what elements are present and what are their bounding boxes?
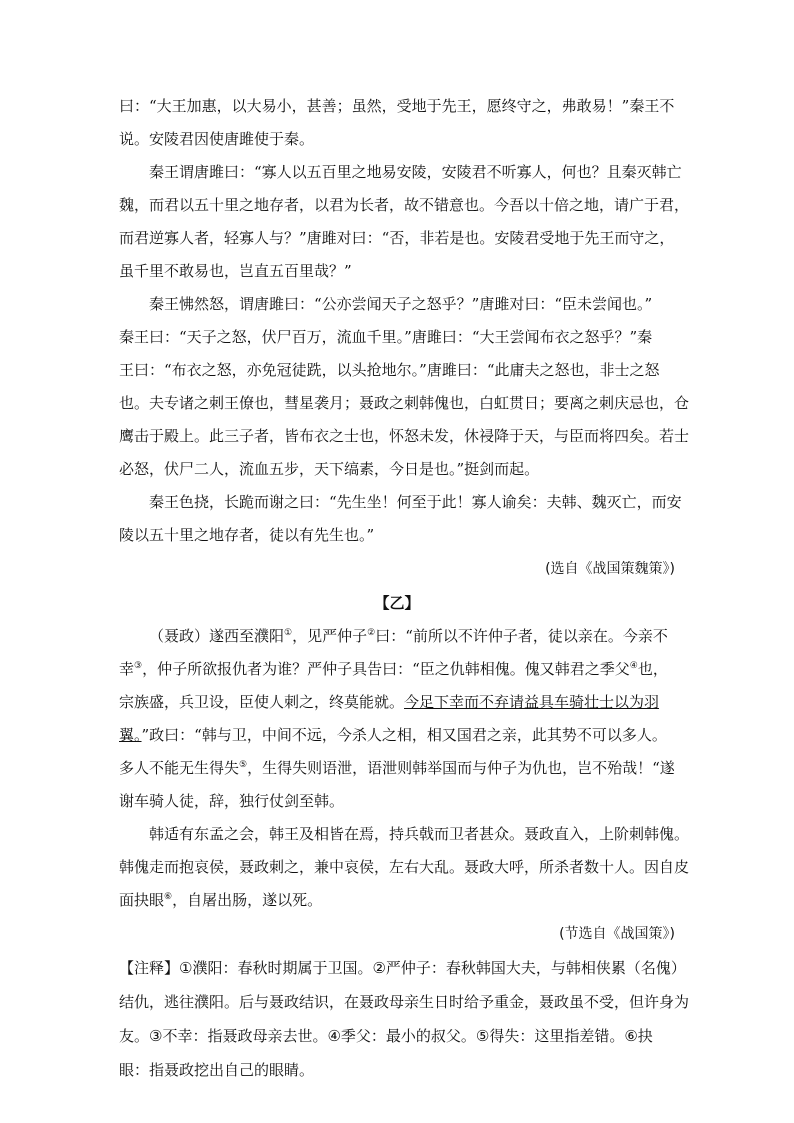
text-line: 魏，而君以五十里之地存者，以君为长者，故不错意也。今吾以十倍之地，请广于君， (119, 196, 690, 214)
text-run: 多人不能无生得失 (119, 759, 240, 777)
text-line: 而君逆寡人者，轻寡人与？”唐雎对曰：“否，非若是也。安陵君受地于先王而守之， (119, 229, 675, 247)
text-line: 也。夫专诸之刺王僚也，彗星袭月；聂政之刺韩傀也，白虹贯日；要离之刺庆忌也，仓 (119, 394, 690, 412)
underlined-sentence: 翼。 (119, 726, 142, 744)
text-run: ，仲子所欲报仇者为谁？严仲子具告曰：“臣之仇韩相傀。傀又韩君之季父 (142, 660, 630, 678)
footnote-marker: ⑤ (239, 760, 248, 770)
text-line (119, 653, 675, 686)
annotation-line: 眼：指聂政挖出自己的眼睛。 (119, 1061, 315, 1079)
passage-yi (119, 620, 690, 951)
text-run: 也， (637, 660, 668, 678)
text-line: 韩傀走而抱哀侯，聂政刺之，兼中哀侯，左右大乱。聂政大呼，所杀者数十人。因自皮 (119, 858, 690, 876)
text-run: ，生得失则语泄，语泄则韩举国而与仲子为仇也，岂不殆哉！“遂 (247, 759, 675, 777)
text-run: 曰：“前所以不许仲子者，徒以亲在。今亲不 (375, 627, 668, 645)
underlined-sentence: 今足下幸而不弃请益具车骑壮士以为羽 (404, 693, 660, 711)
text-line: 必怒，伏尸二人，流血五步，天下缟素，今日是也。”挺剑而起。 (119, 460, 540, 478)
passage-jia (119, 90, 690, 586)
text-line: 秦王谓唐雎曰：“寡人以五百里之地易安陵，安陵君不听寡人，何也？且秦灭韩亡 (149, 163, 682, 181)
document-content (119, 90, 690, 1087)
text-line: 曰：“大王加惠，以大易小，甚善；虽然，受地于先王，愿终守之，弗敢易！”秦王不 (119, 97, 675, 115)
footnote-marker: ⑥ (164, 892, 173, 902)
text-run: ，自屠出肠，遂以死。 (172, 891, 323, 909)
section-heading: 【乙】 (374, 594, 420, 612)
text-line: 说。安陵君因使唐雎使于秦。 (119, 130, 315, 148)
footnote-marker: ② (367, 628, 376, 638)
source-citation: (节选自《战国策》) (559, 926, 675, 942)
text-line: 王曰：“布衣之怒，亦免冠徒跣，以头抢地尔。”唐雎曰：“此庸夫之怒也，非士之怒 (119, 361, 660, 379)
text-run: 幸 (119, 660, 135, 678)
text-line: 韩适有东孟之会，韩王及相皆在焉，持兵戟而卫者甚众。聂政直入，上阶刺韩傀。 (149, 825, 690, 843)
footnote-marker: ① (284, 628, 293, 638)
text-run: （聂政）遂西至濮阳 (149, 627, 285, 645)
text-run: 面抉眼 (119, 891, 165, 909)
text-line (119, 719, 675, 752)
text-line: 秦王色挠，长跪而谢之曰：“先生坐！何至于此！寡人谕矣：夫韩、魏灭亡，而安 (149, 493, 682, 511)
text-line: 谢车骑人徒，辞，独行仗剑至韩。 (119, 792, 345, 810)
text-run: ，见严仲子 (292, 627, 368, 645)
footnote-marker: ④ (629, 661, 638, 671)
footnote-marker: ③ (134, 661, 143, 671)
text-run: ”政曰：“韩与卫，中间不远，今杀人之相，相又国君之亲，此其势不可以多人。 (141, 726, 667, 744)
source-citation: (选自《战国策魏策》) (545, 561, 675, 577)
text-line (119, 884, 675, 917)
text-line: 秦王怫然怒，谓唐雎曰：“公亦尝闻天子之怒乎？”唐雎对曰：“臣未尝闻也。” (149, 295, 653, 313)
text-line: 虽千里不敢易也，岂直五百里哉？” (119, 262, 352, 280)
text-line: 秦王曰：“天子之怒，伏尸百万，流血千里。”唐雎曰：“大王尝闻布衣之怒乎？”秦 (119, 328, 653, 346)
text-run: 宗族盛，兵卫设，臣使人刺之，终莫能就。 (119, 693, 405, 711)
text-line (119, 752, 675, 785)
text-line: 陵以五十里之地存者，徒以有先生也。” (119, 526, 375, 544)
annotations (119, 951, 690, 1087)
text-line (119, 686, 675, 719)
text-line (119, 620, 675, 653)
annotation-line: 【注释】①濮阳：春秋时期属于卫国。②严仲子：春秋韩国大夫，与韩相侠累（名傀） (119, 959, 686, 977)
annotation-line: 结仇，逃往濮阳。后与聂政结识，在聂政母亲生日时给予重金，聂政虽不受，但许身为 (119, 993, 690, 1011)
text-line: 鹰击于殿上。此三子者，皆布衣之士也，怀怒未发，休祲降于天，与臣而将四矣。若士 (119, 427, 690, 445)
annotation-line: 友。③不幸：指聂政母亲去世。④季父：最小的叔父。⑤得失：这里指差错。⑥抉 (119, 1027, 653, 1045)
